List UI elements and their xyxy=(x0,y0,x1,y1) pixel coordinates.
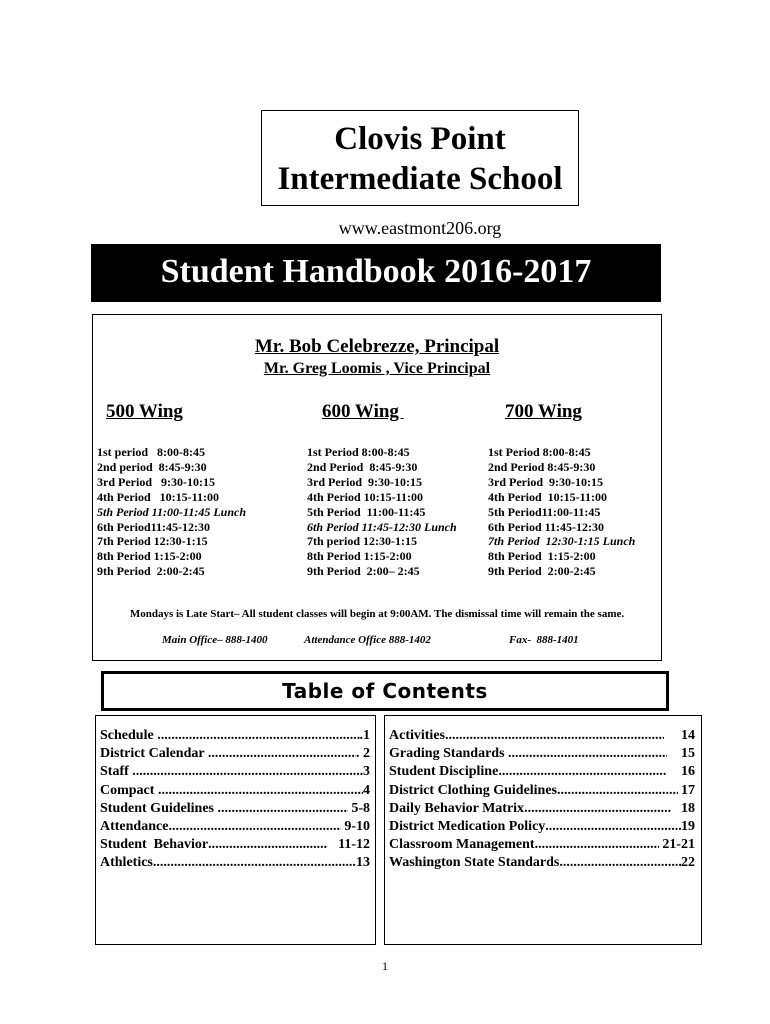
period-row: 2nd Period 8:45-9:30 xyxy=(307,459,418,474)
period-row: 1st Period 8:00-8:45 xyxy=(307,445,410,459)
wing-700-heading: 700 Wing xyxy=(505,401,582,422)
period-row: 8th Period 1:15-2:00 xyxy=(307,549,412,564)
period-row: 4th Period 10:15-11:00 xyxy=(488,489,607,504)
toc-entry xyxy=(389,818,695,836)
toc-heading: Table of Contents xyxy=(101,671,669,711)
school-name-line1: Clovis Point xyxy=(334,121,506,157)
attendance-office-phone: Attendance Office 888-1402 xyxy=(304,634,431,646)
toc-entry xyxy=(389,745,695,763)
toc-leader-dots xyxy=(545,818,681,836)
period-row: 5th Period11:00-11:45 xyxy=(488,504,601,519)
school-name-line2: Intermediate School xyxy=(277,161,563,197)
toc-entry-page: 16 xyxy=(667,764,695,780)
toc-entry-title: Grading Standards xyxy=(389,746,509,762)
wing-500-periods xyxy=(97,445,246,579)
period-row: 9th Period 2:00-2:45 xyxy=(488,564,596,579)
toc-entry xyxy=(389,727,695,745)
toc-entry-page: 14 xyxy=(663,728,695,743)
period-row: 2nd Period 8:45-9:30 xyxy=(488,459,596,474)
toc-entry-page: 19 xyxy=(681,819,695,834)
toc-leader-dots xyxy=(535,836,659,854)
toc-leader-dots xyxy=(153,854,356,872)
toc-entry xyxy=(100,727,370,745)
period-row: 6th Period 11:45-12:30 xyxy=(488,519,604,534)
wing-600-heading: 600 Wing xyxy=(322,401,404,422)
toc-leader-dots xyxy=(157,727,359,745)
toc-entry-title: Compact xyxy=(100,782,158,798)
toc-entry xyxy=(100,854,370,872)
page-number: 1 xyxy=(382,959,388,973)
toc-entry-title: Schedule xyxy=(100,728,158,743)
period-row: 1st period 8:00-8:45 xyxy=(97,445,205,459)
toc-entry xyxy=(100,800,370,818)
toc-entry xyxy=(100,782,370,800)
period-row: 9th Period 2:00– 2:45 xyxy=(307,564,420,579)
handbook-title-banner: Student Handbook 2016-2017 xyxy=(91,244,661,302)
toc-leader-dots xyxy=(559,854,681,872)
toc-entry-title: Classroom Management xyxy=(389,837,535,853)
toc-entry xyxy=(100,745,370,763)
toc-entry-page: 9-10 xyxy=(340,819,370,834)
period-row: 6th Period11:45-12:30 xyxy=(97,519,210,534)
toc-entry-title: Student Discipline xyxy=(389,764,499,780)
toc-entry xyxy=(389,800,695,818)
late-start-note: Mondays is Late Start– All student classes will begin at 9:00AM. The dismissal time will remain the same. xyxy=(129,608,625,620)
toc-entry-page: 22 xyxy=(681,855,695,871)
toc-entry-title: Washington State Standards xyxy=(389,855,560,871)
toc-entry-page: . 2 xyxy=(356,746,370,762)
period-row: 7th Period 12:30-1:15 Lunch xyxy=(488,534,636,549)
period-row: 7th period 12:30-1:15 xyxy=(307,534,417,549)
period-row: 5th Period 11:00-11:45 Lunch xyxy=(97,504,247,519)
toc-entry-page: 4 xyxy=(363,782,370,798)
toc-entry-page: 3 xyxy=(363,764,370,780)
toc-entry-title: District Clothing Guidelines xyxy=(389,782,558,798)
toc-entry-title: District Medication Policy xyxy=(389,819,546,834)
toc-entry-page: 13 xyxy=(356,855,370,871)
website-url: www.eastmont206.org xyxy=(338,218,502,238)
wing-700-periods xyxy=(488,445,635,579)
period-row: 7th Period 12:30-1:15 xyxy=(97,534,208,549)
toc-leader-dots xyxy=(498,763,667,781)
toc-entry-title: Student Guidelines xyxy=(100,800,218,816)
toc-leader-dots xyxy=(557,782,677,800)
toc-entry-title: Student Behavior xyxy=(100,837,209,853)
toc-entry-title: Daily Behavior Matrix xyxy=(389,800,525,816)
fax-number: Fax- 888-1401 xyxy=(509,634,579,646)
toc-leader-dots xyxy=(445,727,664,745)
period-row: 8th Period 1:15-2:00 xyxy=(488,549,596,564)
toc-entry-title: Activities xyxy=(389,728,445,743)
toc-entry xyxy=(389,854,695,872)
main-office-phone: Main Office– 888-1400 xyxy=(162,634,268,646)
toc-entry xyxy=(389,763,695,781)
toc-leader-dots xyxy=(508,745,667,763)
period-row: 4th Period 10:15-11:00 xyxy=(97,489,219,504)
period-row: 2nd period 8:45-9:30 xyxy=(97,459,207,474)
principal-name: Mr. Bob Celebrezze, Principal xyxy=(254,336,500,357)
toc-entry-page: .1 xyxy=(359,728,370,743)
toc-entry-page: 5-8 xyxy=(347,800,370,816)
toc-entry-page: 11-12 xyxy=(327,837,370,853)
period-row: 6th Period 11:45-12:30 Lunch xyxy=(307,519,457,534)
toc-entry-title: District Calendar xyxy=(100,746,208,762)
vice-principal-name: Mr. Greg Loomis , Vice Principal xyxy=(263,360,491,377)
toc-entry xyxy=(389,782,695,800)
period-row: 8th Period 1:15-2:00 xyxy=(97,549,202,564)
toc-entry-page: 18 xyxy=(670,800,695,816)
period-row: 9th Period 2:00-2:45 xyxy=(97,564,205,579)
toc-leader-dots xyxy=(208,745,356,763)
toc-entry xyxy=(100,836,370,854)
toc-entry-page: 15 xyxy=(667,746,695,762)
school-name-box xyxy=(261,110,579,206)
wing-500-heading: 500 Wing xyxy=(106,401,183,422)
toc-leader-dots xyxy=(217,800,347,818)
toc-entry-page: 21-21 xyxy=(658,837,695,853)
toc-entry xyxy=(389,836,695,854)
period-row: 1st Period 8:00-8:45 xyxy=(488,445,591,459)
period-row: 5th Period 11:00-11:45 xyxy=(307,504,426,519)
toc-leader-dots xyxy=(208,836,327,854)
period-row: 3rd Period 9:30-10:15 xyxy=(97,474,215,489)
toc-entry-title: Attendance xyxy=(100,819,169,834)
wing-600-periods xyxy=(307,445,457,579)
toc-leader-dots xyxy=(158,782,363,800)
toc-leader-dots xyxy=(168,818,340,836)
toc-leader-dots xyxy=(132,763,363,781)
period-row: 3rd Period 9:30-10:15 xyxy=(488,474,603,489)
toc-leader-dots xyxy=(524,800,670,818)
period-row: 4th Period 10:15-11:00 xyxy=(307,489,423,504)
toc-entry-title: Staff xyxy=(100,764,133,780)
toc-entry xyxy=(100,763,370,781)
toc-entry-title: Athletics xyxy=(100,855,153,871)
period-row: 3rd Period 9:30-10:15 xyxy=(307,474,422,489)
toc-entry-page: 17 xyxy=(677,782,695,798)
toc-entry xyxy=(100,818,370,836)
